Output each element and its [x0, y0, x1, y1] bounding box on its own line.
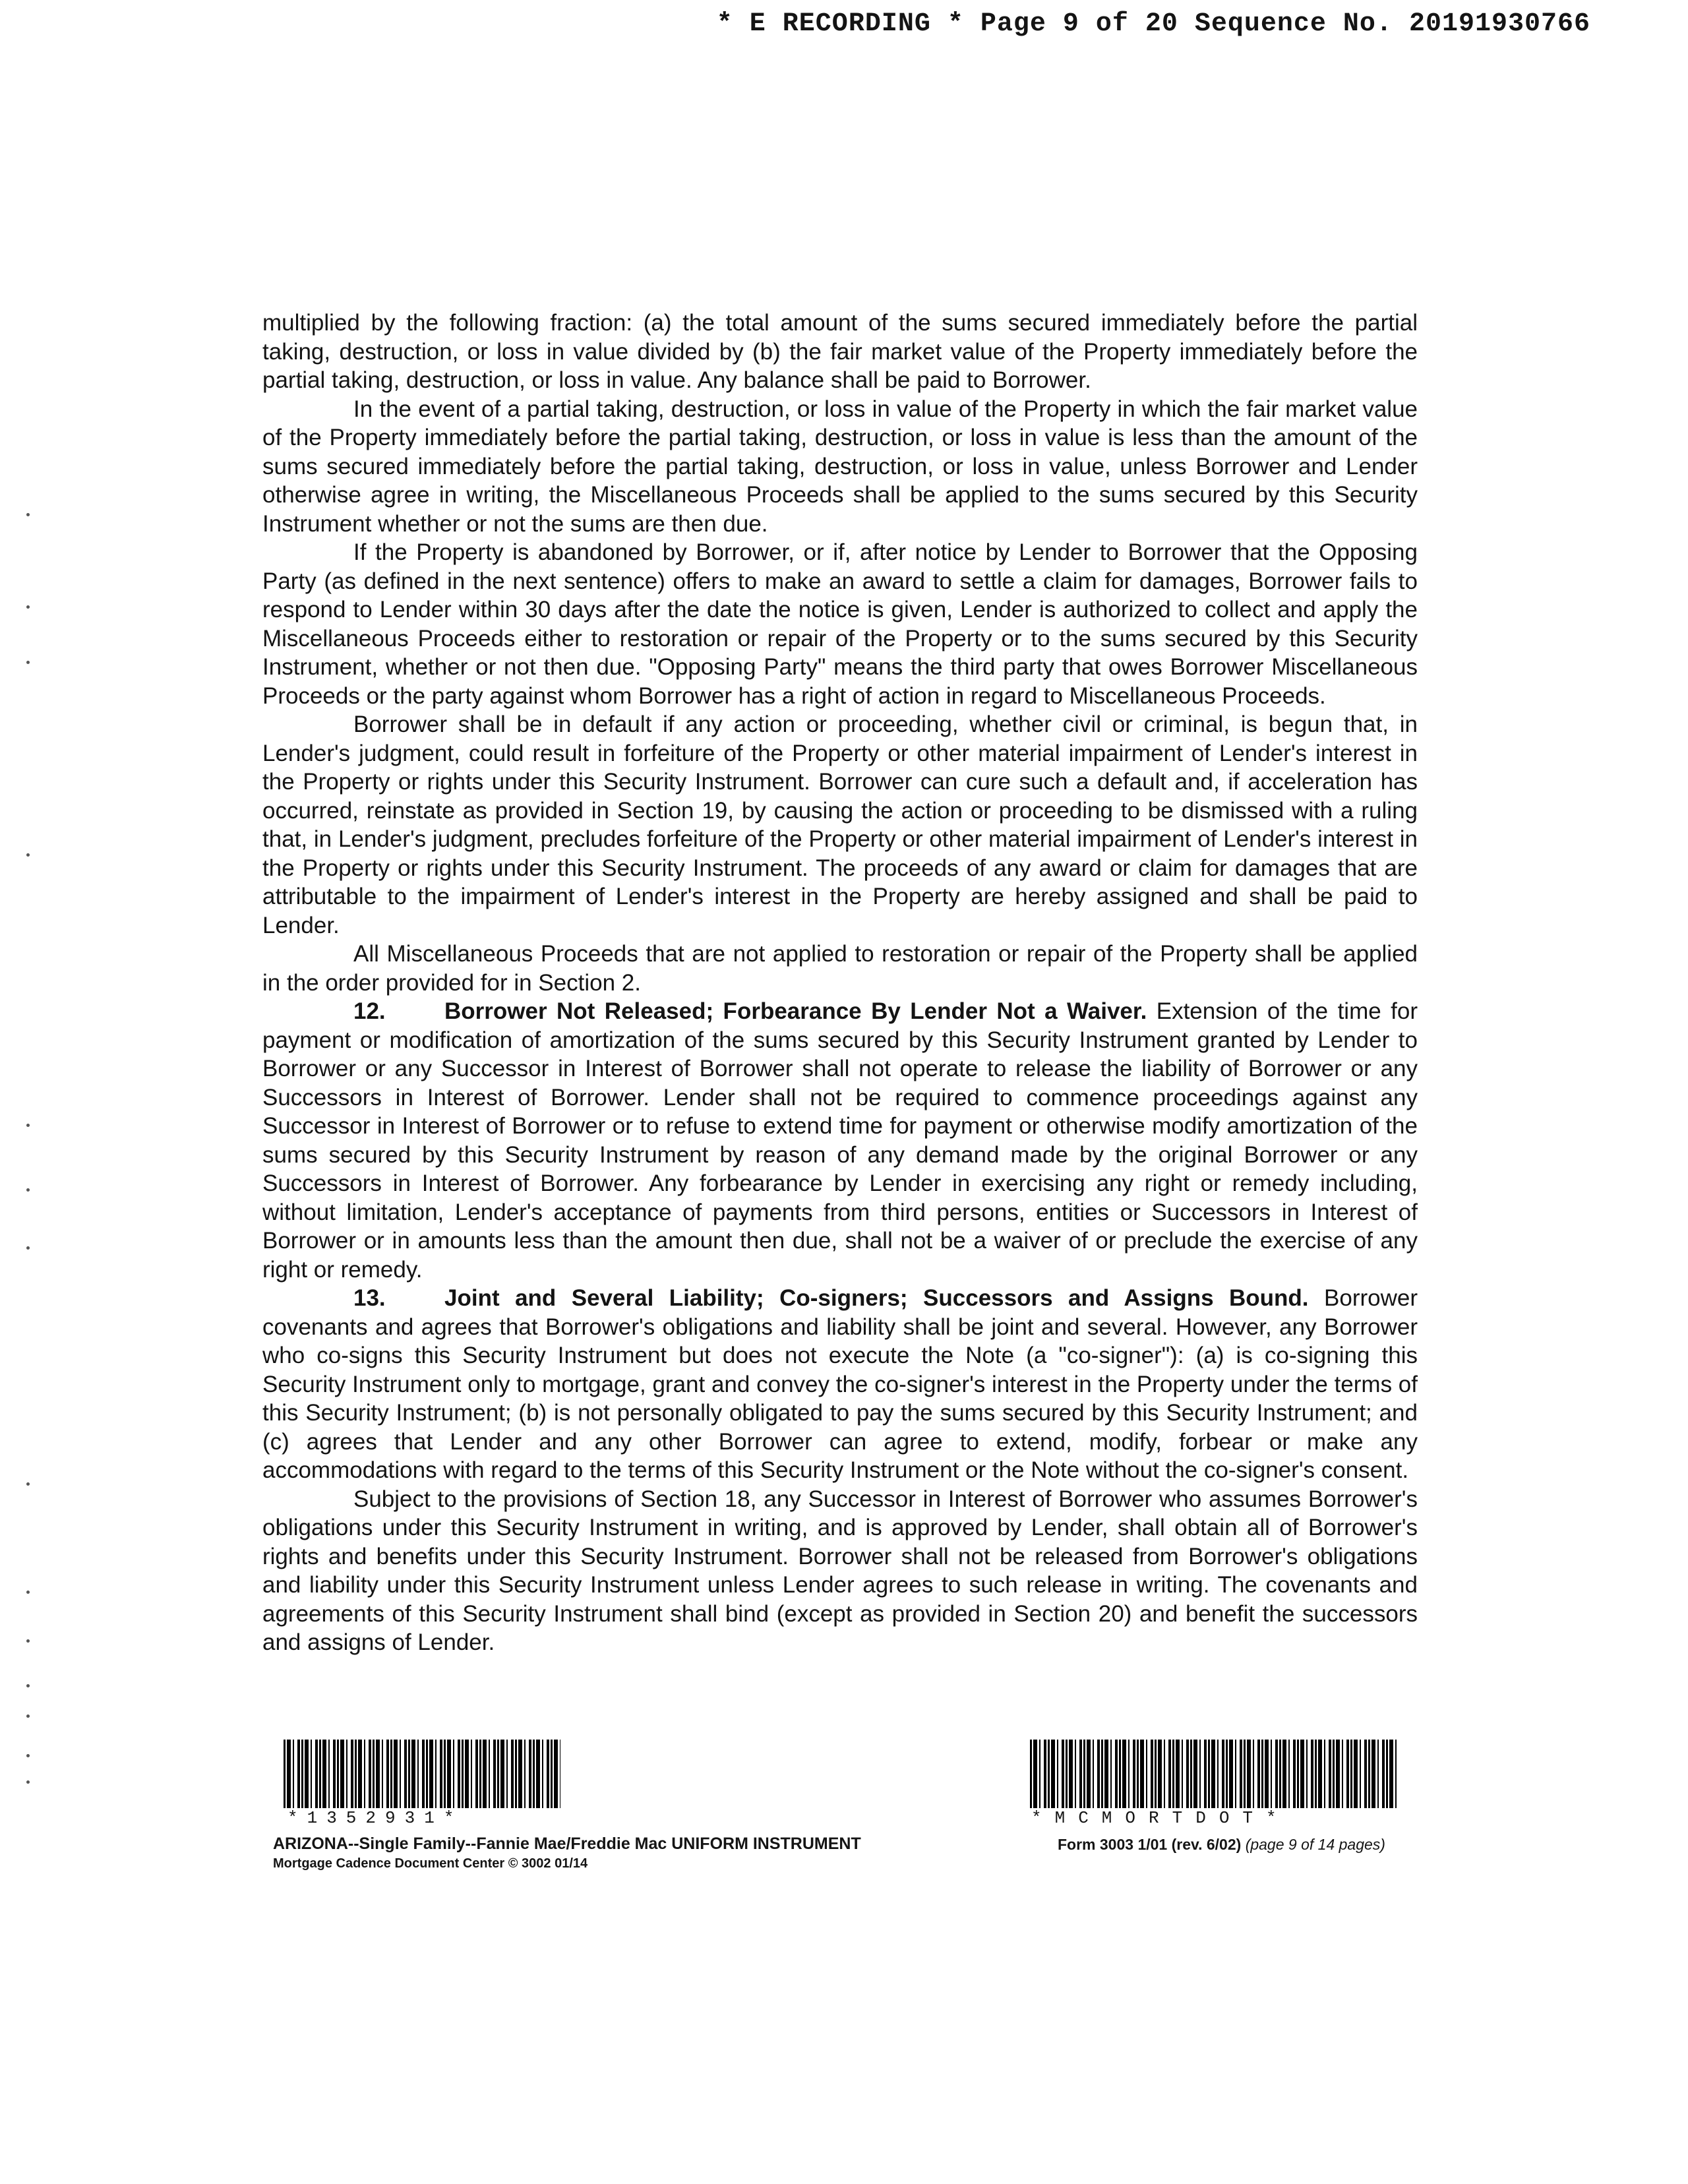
section-12-title: Borrower Not Released; Forbearance By Lender Not a Waiver.	[444, 998, 1147, 1024]
section-12-number: 12.	[353, 998, 386, 1024]
paragraph-default: Borrower shall be in default if any action or proceeding, whether civil or criminal, is begun that, in Lender's judgment, could result in forfeiture of the Property or other material impairment of Lender's interest in the Property or rights under this Security Instrument. Borrower can cure such a default and, if acceleration has occurred, reinstate as provided in Section 19, by causing the action or proceeding to be dismissed with a ruling that, in Lender's judgment, precludes forfeiture of the Property or other material impairment of Lender's interest in the Property or rights under this Security Instrument. The proceeds of any award or claim for damages that are attributable to the impairment of Lender's interest in the Property are hereby assigned and shall be paid to Lender.	[262, 712, 1418, 938]
paragraph-abandoned: If the Property is abandoned by Borrower, or if, after notice by Lender to Borrower that the Opposing Party (as defined in the next sentence) offers to make an award to settle a claim for damages, Borrower fails to respond to Lender within 30 days after the date the notice is given, Lender is authorized to collect and apply the Miscellaneous Proceeds either to restoration or repair of the Property or to the sums secured by this Security Instrument, whether or not then due. "Opposing Party" means the third party that owes Borrower Miscellaneous Proceeds or the party against whom Borrower has a right of action in regard to Miscellaneous Proceeds.	[262, 539, 1418, 709]
section-13-text: Borrower covenants and agrees that Borrower's obligations and liability shall be joint and several. However, any Borrower who co-signs this Security Instrument but does not execute the Note (a "co-signer"): (a) is co-signing this Security Instrument only to mortgage, grant and convey the co-signer's interest in the Property under the terms of this Security Instrument; (b) is not personally obligated to pay the sums secured by this Security Instrument; and (c) agrees that Lender and any other Borrower can agree to extend, modify, forbear or make any accommodations with regard to the terms of this Security Instrument or the Note without the co-signer's consent.	[262, 1285, 1418, 1483]
section-13-successors: Subject to the provisions of Section 18, any Successor in Interest of Borrower who assumes Borrower's obligations under this Security Instrument in writing, and is approved by Lender, shall obtain all of Borrower's rights and benefits under this Security Instrument. Borrower shall not be released from Borrower's obligations and liability under this Security Instrument unless Lender agrees to such release in writing. The covenants and agreements of this Security Instrument shall bind (except as provided in Section 20) and benefit the successors and assigns of Lender.	[262, 1486, 1418, 1655]
section-13	[262, 1284, 1418, 1485]
section-13-number: 13.	[353, 1285, 386, 1311]
recording-header: * E RECORDING * Page 9 of 20 Sequence No. 20191930766	[716, 9, 1590, 39]
footer-instrument-title: ARIZONA--Single Family--Fannie Mae/Freddie Mac UNIFORM INSTRUMENT	[273, 1835, 861, 1853]
document-body	[262, 309, 1418, 1657]
section-12	[262, 997, 1418, 1284]
barcode-left	[284, 1740, 560, 1808]
section-12-text: Extension of the time for payment or modification of amortization of the sums secured by this Security Instrument granted by Lender to Borrower or any Successor in Interest of Borrower shall not operate to release the liability of Borrower or any Successors in Interest of Borrower. Lender shall not be required to commence proceedings against any Successor in Interest of Borrower or to refuse to extend time for payment or otherwise modify amortization of the sums secured by this Security Instrument by reason of any demand made by the original Borrower or any Successors in Interest of Borrower. Any forbearance by Lender in exercising any right or remedy including, without limitation, Lender's acceptance of payments from third persons, entities or Successors in Interest of Borrower or in amounts less than the amount then due, shall not be a waiver of or preclude the exercise of any right or remedy.	[262, 998, 1418, 1283]
paragraph-fraction: multiplied by the following fraction: (a) the total amount of the sums secured immediately before the partial taking, destruction, or loss in value divided by (b) the fair market value of the Property immediately before the partial taking, destruction, or loss in value. Any balance shall be paid to Borrower.	[262, 310, 1418, 393]
footer-left	[273, 1833, 861, 1873]
paragraph-partial-taking: In the event of a partial taking, destruction, or loss in value of the Property in which the fair market value of the Property immediately before the partial taking, destruction, or loss in value is less than the amount of the sums secured immediately before the partial taking, destruction, or loss in value, unless Borrower and Lender otherwise agree in writing, the Miscellaneous Proceeds shall be applied to the sums secured by this Security Instrument whether or not the sums are then due.	[262, 396, 1418, 537]
section-13-title: Joint and Several Liability; Co-signers; Successors and Assigns Bound.	[444, 1285, 1309, 1311]
footer-page-count: (page 9 of 14 pages)	[1245, 1836, 1385, 1853]
paragraph-misc-proceeds: All Miscellaneous Proceeds that are not applied to restoration or repair of the Property shall be applied in the order provided for in Section 2.	[262, 941, 1418, 996]
barcode-right-label: *MCMORTDOT*	[1031, 1808, 1290, 1828]
footer-right	[1058, 1836, 1385, 1854]
footer-form-number: Form 3003 1/01 (rev. 6/02)	[1058, 1836, 1242, 1853]
footer-document-center: Mortgage Cadence Document Center © 3002 01/14	[273, 1856, 588, 1871]
barcode-right	[1030, 1740, 1399, 1808]
barcode-left-label: *1352931*	[287, 1808, 464, 1828]
